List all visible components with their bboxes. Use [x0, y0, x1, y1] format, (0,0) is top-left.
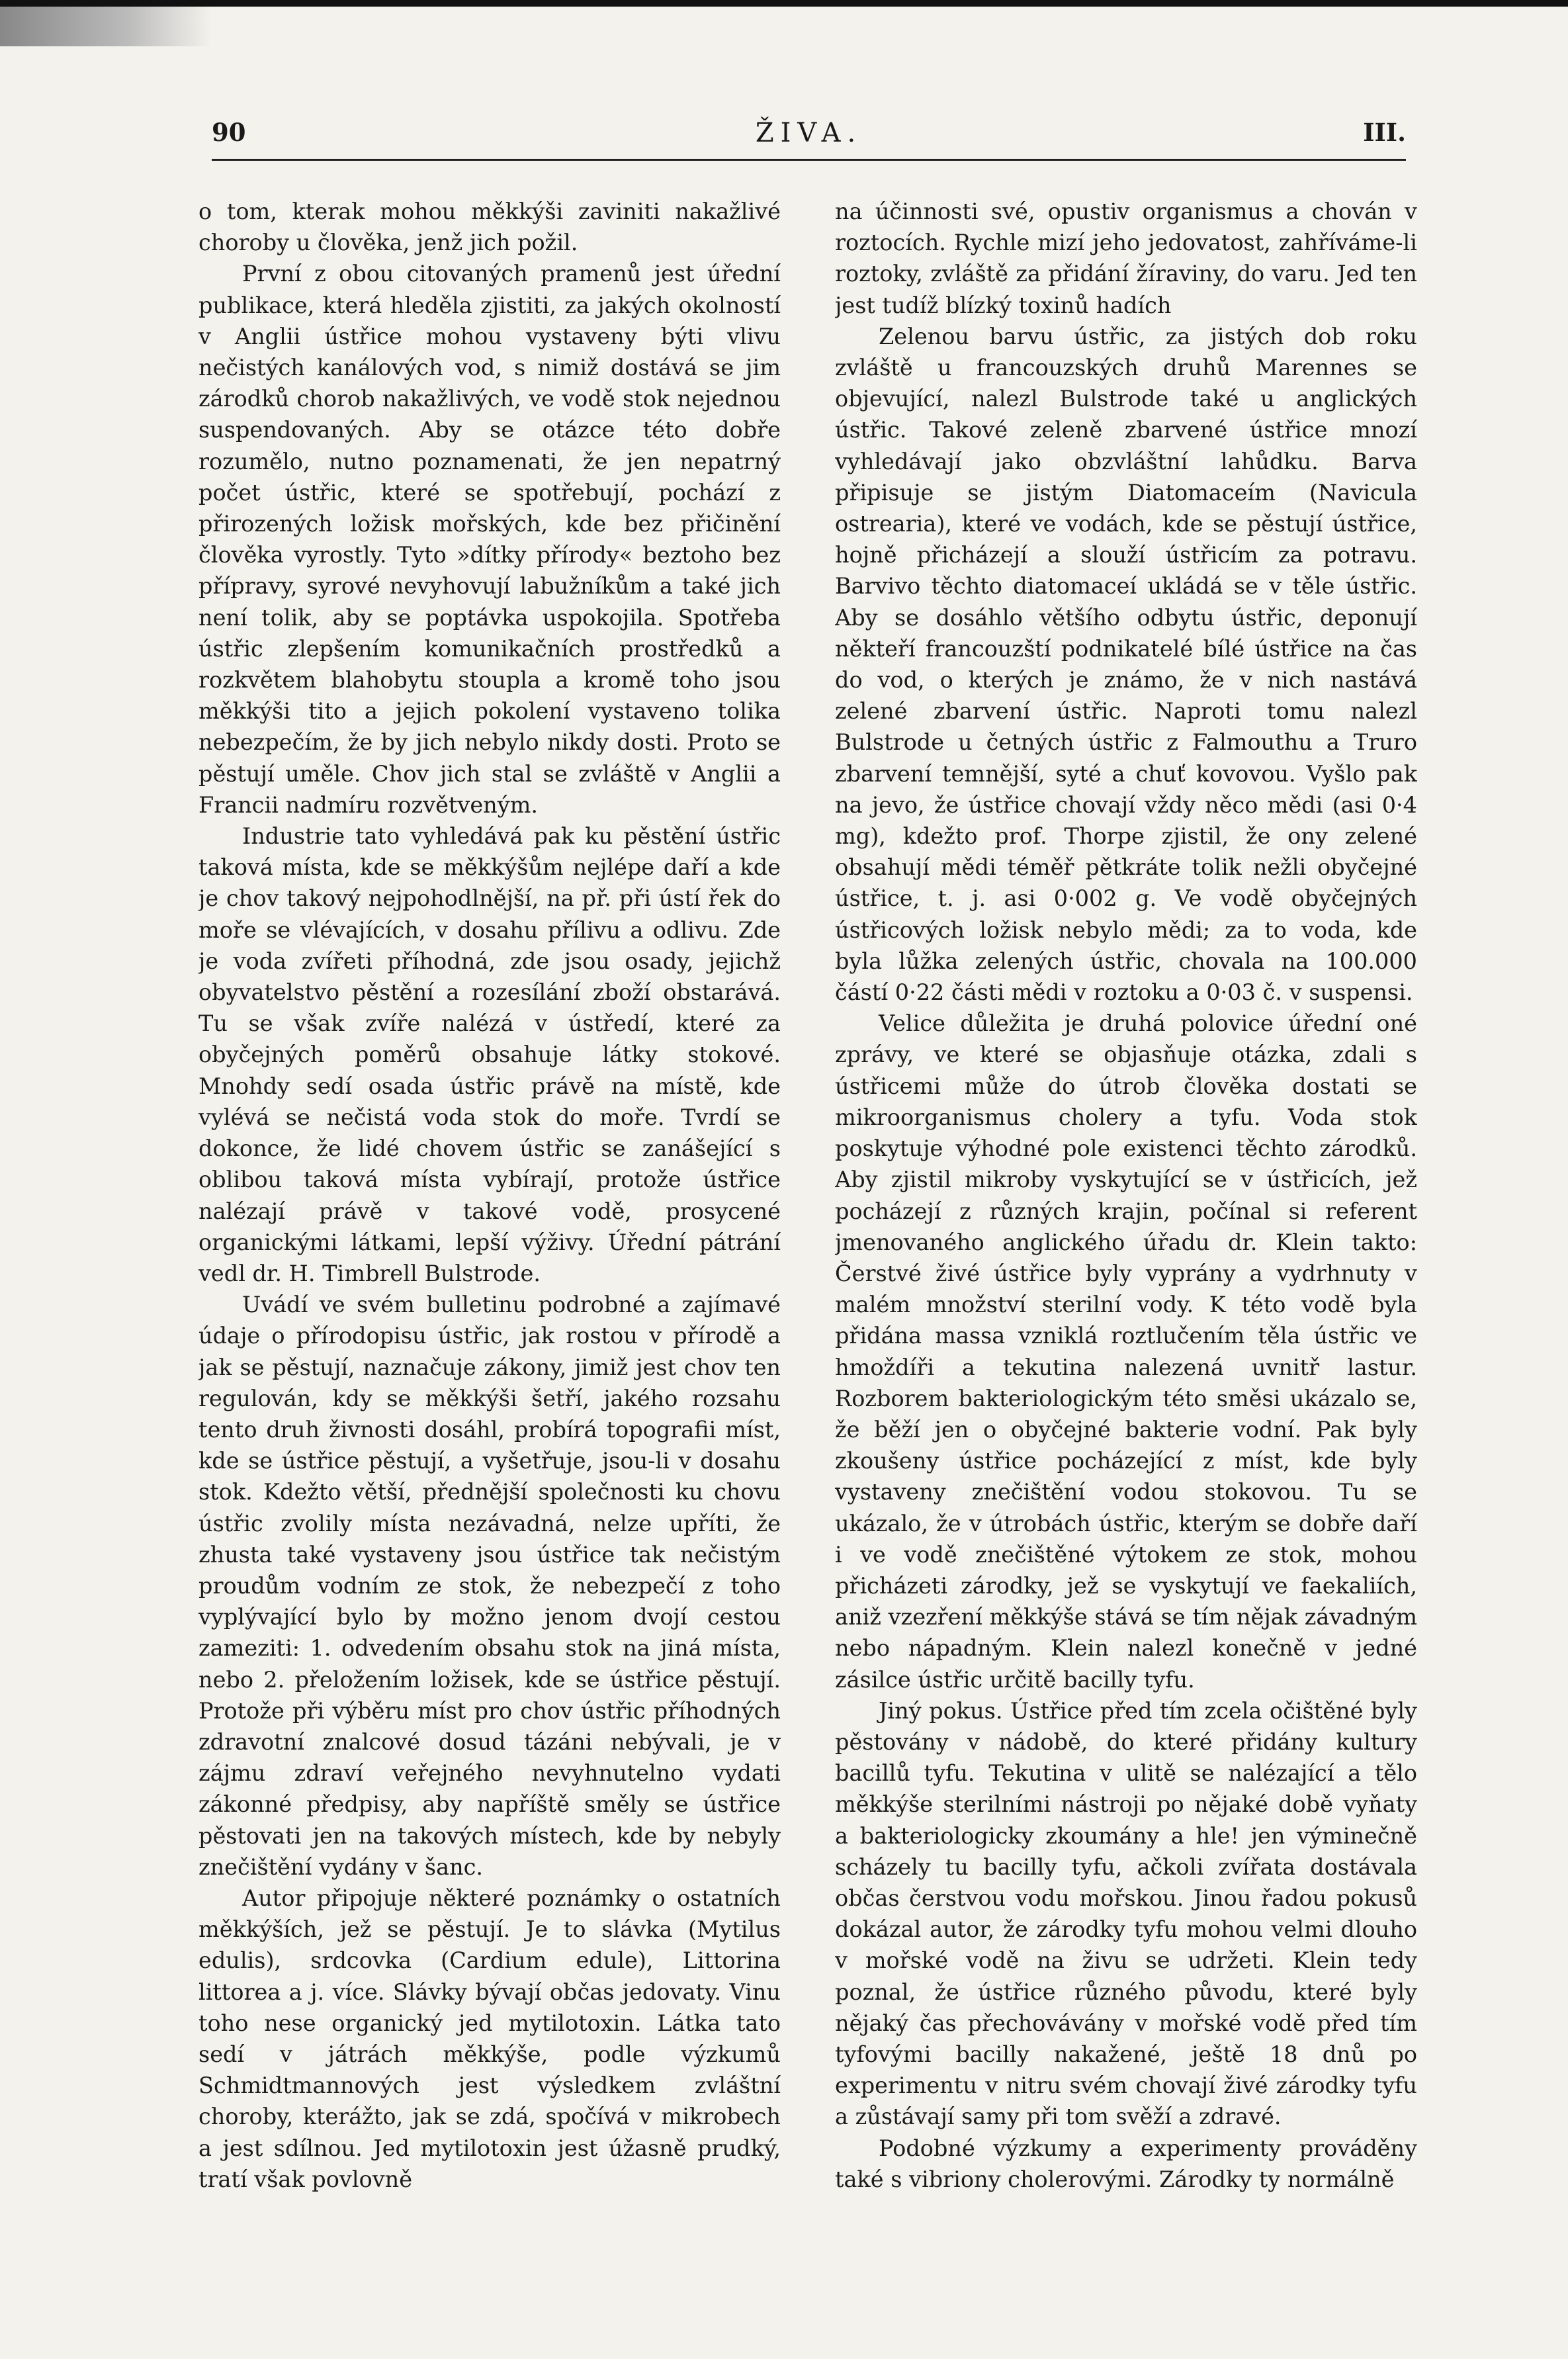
- page-number: 90: [212, 118, 246, 147]
- header-rule: [212, 159, 1406, 161]
- page-header: [212, 118, 1406, 157]
- right-column: [835, 196, 1417, 2313]
- paragraph: Podobné výzkumy a experimenty prováděny také s vibriony cholerovými. Zárodky ty normálně: [835, 2135, 1417, 2192]
- paragraph: o tom, kterak mohou měkkýši zaviniti nakažlivé choroby u člověka, jenž jich požil.: [198, 199, 781, 256]
- paragraph: Industrie tato vyhledává pak ku pěstění ústřic taková místa, kde se měkkýšům nejlépe daří a kde je chov takový nejpohodlnější, na př. při ústí řek do moře se vlévajících, v dosahu přílivu a odlivu. Zde je voda zvířeti příhodná, zde jsou osady, jejichž obyvatelstvo pěstění a rozesílání zboží obstarává. Tu se však zvíře nalézá v ústředí, které za obyčejných poměrů obsahuje látky stokové. Mnohdy sedí osada ústřic právě na místě, kde vylévá se nečistá voda stok do moře. Tvrdí se dokonce, že lidé chovem ústřic se zanášející s oblibou taková místa vybírají, protože ústřice nalézají právě v takové vodě, prosycené organickými látkami, lepší výživy. Úřední pátrání vedl dr. H. Timbrell Bulstrode.: [198, 823, 781, 1286]
- paragraph: Uvádí ve svém bulletinu podrobné a zajímavé údaje o přírodopisu ústřic, jak rostou v přírodě a jak se pěstují, naznačuje zákony, jimiž jest chov ten regulován, kdy se měkkýši šetří, jakého rozsahu tento druh živnosti dosáhl, probírá topografii míst, kde se ústřice pěstují, a vyšetřuje, jsou-li v dosahu stok. Kdežto větší, přednější společnosti ku chovu ústřic zvolily místa nezávadná, nelze upříti, že zhusta také vystaveny jsou ústřice tak nečistým proudům vodním ze stok, že nebezpečí z toho vyplývající bylo by možno jenom dvojí cestou zameziti: 1. odvedením obsahu stok na jiná místa, nebo 2. přeložením ložisek, kde se ústřice pěstují. Protože při výběru míst pro chov ústřic příhodných zdravotní znalcové dosud tázáni nebývali, je v zájmu zdraví veřejného nevyhnutelno vydati zákonné předpisy, aby napříště směly se ústřice pěstovati jen na takových místech, kde by nebyly znečištění vydány v šanc.: [198, 1292, 781, 1880]
- paragraph: Autor připojuje některé poznámky o ostatních měkkýších, jež se pěstují. Je to slávka (Mytilus edulis), srdcovka (Cardium edule), Littorina littorea a j. více. Slávky bývají občas jedovaty. Vinu toho nese organický jed mytilotoxin. Látka tato sedí v játrách měkkýše, podle výzkumů Schmidtmannových jest výsledkem zvláštní choroby, kterážto, jak se zdá, spočívá v mikrobech a jest sdílnou. Jed mytilotoxin jest úžasně prudký, tratí však povlovně: [198, 1885, 781, 2192]
- scan-edge: [0, 0, 1568, 7]
- paragraph: Zelenou barvu ústřic, za jistých dob roku zvláště u francouzských druhů Marennes se objevující, nalezl Bulstrode také u anglických ústřic. Takové zeleně zbarvené ústřice mnozí vyhledávají jako obzvláštní lahůdku. Barva připisuje se jistým Diatomaceím (Navicula ostrearia), které ve vodách, kde se pěstují ústřice, hojně přicházejí a slouží ústřicím za potravu. Barvivo těchto diatomaceí ukládá se v těle ústřic. Aby se dosáhlo většího odbytu ústřic, deponují někteří francouzští podnikatelé bílé ústřice na čas do vod, o kterých je známo, že v nich nastává zelené zbarvení ústřic. Naproti tomu nalezl Bulstrode u četných ústřic z Falmouthu a Truro zbarvení temnější, syté a chuť kovovou. Vyšlo pak na jevo, že ústřice chovají vždy něco mědi (asi 0·4 mg), kdežto prof. Thorpe zjistil, že ony zelené obsahují mědi téměř pětkráte tolik nežli obyčejné ústřice, t. j. asi 0·002 g. Ve vodě obyčejných ústřicových ložisk nebylo mědi; za to voda, kde byla lůžka zelených ústřic, chovala na 100.000 částí 0·22 části mědi v roztoku a 0·03 č. v suspensi.: [835, 323, 1417, 1006]
- journal-title: ŽIVA.: [755, 118, 863, 148]
- paragraph: Jiný pokus. Ústřice před tím zcela očištěné byly pěstovány v nádobě, do které přidány kultury bacillů tyfu. Tekutina v ulitě se nalézající a tělo měkkýše sterilními nástroji po nějaké době vyňaty a bakteriologicky zkoumány a hle! jen výminečně scházely tu bacilly tyfu, ačkoli zvířata dostávala občas čerstvou vodu mořskou. Jinou řadou pokusů dokázal autor, že zárodky tyfu mohou velmi dlouho v mořské vodě na živu se udržeti. Klein tedy poznal, že ústřice různého původu, které byly nějaký čas přechovávány v mořské vodě před tím tyfovými bacilly nakažené, ještě 18 dnů po experimentu v nitru svém chovají živé zárodky tyfu a zůstávají samy při tom svěží a zdravé.: [835, 1697, 1417, 2130]
- paragraph: Velice důležita je druhá polovice úřední oné zprávy, ve které se objasňuje otázka, zdali s ústřicemi může do útrob člověka dostati se mikroorganismus cholery a tyfu. Voda stok poskytuje výhodné pole existenci těchto zárodků. Aby zjistil mikroby vyskytující se v ústřicích, jež pocházejí z různých krajin, počínal si referent jmenovaného anglického úřadu dr. Klein takto: Čerstvé živé ústřice byly vyprány a vydrhnuty v malém množství sterilní vody. K této vodě byla přidána massa vzniklá roztlučením těla ústřic ve hmoždíři a tekutina nalezená uvnitř lastur. Rozborem bakteriologickým této směsi ukázalo se, že běží jen o obyčejné bakterie vodní. Pak byly zkoušeny ústřice pocházející z míst, kde byly vystaveny znečištění vodou stokovou. Tu se ukázalo, že v útrobách ústřic, kterým se dobře daří i ve vodě znečištěné výtokem ze stok, mohou přicházeti zárodky, jež se vyskytují ve faekaliích, aniž vzezření měkkýše stává se tím nějak závadným nebo nápadným. Klein nalezl konečně v jedné zásilce ústřic určitě bacilly tyfu.: [835, 1010, 1417, 1693]
- volume-number: III.: [1363, 118, 1406, 147]
- scan-shadow: [0, 0, 212, 46]
- paragraph: na účinnosti své, opustiv organismus a chován v roztocích. Rychle mizí jeho jedovatost, zahříváme-li roztoky, zvláště za přidání žíraviny, do varu. Jed ten jest tudíž blízký toxinů hadích: [835, 199, 1417, 318]
- left-column: [198, 196, 781, 2313]
- paragraph: První z obou citovaných pramenů jest úřední publikace, která hleděla zjistiti, za jakých okolností v Anglii ústřice mohou vystaveny býti vlivu nečistých kanálových vod, s nimiž dostává se jim zárodků chorob nakažlivých, ve vodě stok nejednou suspendovaných. Aby se otázce této dobře rozumělo, nutno poznamenati, že jen nepatrný počet ústřic, které se spotřebují, pochází z přirozených ložisk mořských, kde bez přičinění člověka vyrostly. Tyto »dítky přírody« beztoho bez přípravy, syrové nevyhovují labužníkům a také jich není tolik, aby se poptávka uspokojila. Spotřeba ústřic zlepšením komunikačních prostředků a rozkvětem blahobytu stoupla a kromě toho jsou měkkýši tito a jejich pokolení vystaveno tolika nebezpečím, že by jich nebylo nikdy dosti. Proto se pěstují uměle. Chov jich stal se zvláště v Anglii a Francii nadmíru rozvětveným.: [198, 261, 781, 818]
